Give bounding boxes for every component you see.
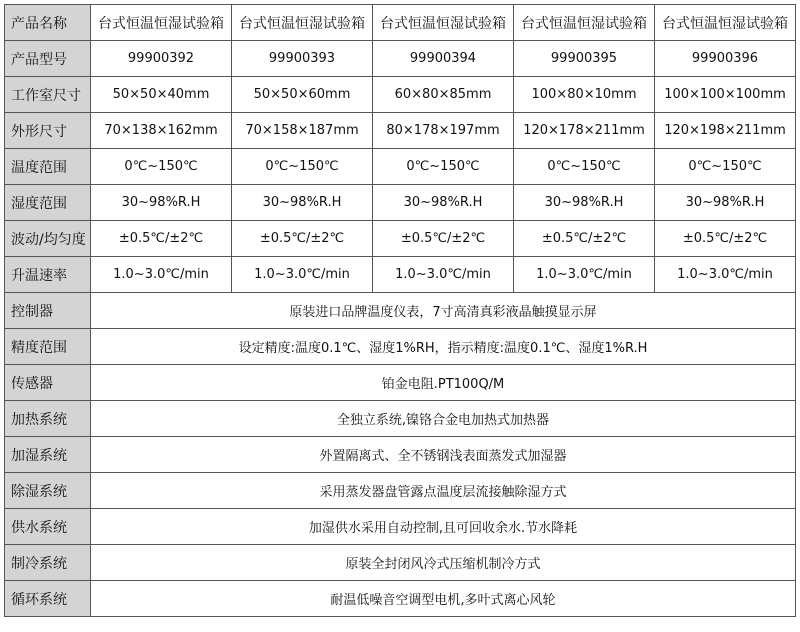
spec-cell: 0℃~150℃ xyxy=(655,149,796,185)
shared-spec-row xyxy=(5,365,796,401)
spec-cell: 50×50×40mm xyxy=(91,77,232,113)
spec-cell: 30~98%R.H xyxy=(91,185,232,221)
spec-cell: 99900395 xyxy=(514,41,655,77)
shared-spec-row xyxy=(5,401,796,437)
shared-spec-value: 设定精度:温度0.1℃、湿度1%RH，指示精度:温度0.1℃、湿度1%R.H xyxy=(91,329,796,365)
row-label: 加热系统 xyxy=(5,401,91,437)
shared-spec-row xyxy=(5,509,796,545)
row-label: 传感器 xyxy=(5,365,91,401)
spec-cell: 120×198×211mm xyxy=(655,113,796,149)
spec-cell: 100×100×100mm xyxy=(655,77,796,113)
spec-row xyxy=(5,113,796,149)
spec-cell: 1.0~3.0℃/min xyxy=(655,257,796,293)
spec-cell: ±0.5℃/±2℃ xyxy=(373,221,514,257)
row-label: 工作室尺寸 xyxy=(5,77,91,113)
spec-row xyxy=(5,185,796,221)
spec-cell: 100×80×10mm xyxy=(514,77,655,113)
spec-cell: ±0.5℃/±2℃ xyxy=(655,221,796,257)
spec-cell: 0℃~150℃ xyxy=(373,149,514,185)
spec-cell: 30~98%R.H xyxy=(373,185,514,221)
row-label: 循环系统 xyxy=(5,581,91,617)
spec-row xyxy=(5,41,796,77)
spec-cell: 120×178×211mm xyxy=(514,113,655,149)
row-label: 波动/均匀度 xyxy=(5,221,91,257)
spec-cell: 1.0~3.0℃/min xyxy=(514,257,655,293)
row-label: 制冷系统 xyxy=(5,545,91,581)
spec-row xyxy=(5,257,796,293)
spec-cell: 0℃~150℃ xyxy=(91,149,232,185)
shared-spec-row xyxy=(5,437,796,473)
product-name-cell: 台式恒温恒湿试验箱 xyxy=(514,5,655,41)
spec-row xyxy=(5,221,796,257)
row-label: 升温速率 xyxy=(5,257,91,293)
spec-cell: 99900393 xyxy=(232,41,373,77)
shared-spec-value: 耐温低噪音空调型电机,多叶式离心风轮 xyxy=(91,581,796,617)
spec-cell: 70×158×187mm xyxy=(232,113,373,149)
product-name-cell: 台式恒温恒湿试验箱 xyxy=(232,5,373,41)
row-label: 加湿系统 xyxy=(5,437,91,473)
row-label: 产品型号 xyxy=(5,41,91,77)
shared-spec-row xyxy=(5,473,796,509)
shared-spec-value: 外置隔离式、全不锈钢浅表面蒸发式加湿器 xyxy=(91,437,796,473)
row-label: 温度范围 xyxy=(5,149,91,185)
spec-cell: 30~98%R.H xyxy=(232,185,373,221)
shared-spec-value: 全独立系统,镍铬合金电加热式加热器 xyxy=(91,401,796,437)
spec-cell: 99900396 xyxy=(655,41,796,77)
shared-spec-value: 原装全封闭风冷式压缩机制冷方式 xyxy=(91,545,796,581)
product-name-cell: 台式恒温恒湿试验箱 xyxy=(91,5,232,41)
spec-cell: 1.0~3.0℃/min xyxy=(232,257,373,293)
shared-spec-row xyxy=(5,329,796,365)
spec-cell: 60×80×85mm xyxy=(373,77,514,113)
row-label: 产品名称 xyxy=(5,5,91,41)
spec-row xyxy=(5,77,796,113)
spec-table xyxy=(4,4,796,617)
spec-row xyxy=(5,149,796,185)
row-label: 除湿系统 xyxy=(5,473,91,509)
row-label: 供水系统 xyxy=(5,509,91,545)
spec-cell: 70×138×162mm xyxy=(91,113,232,149)
spec-cell: ±0.5℃/±2℃ xyxy=(232,221,373,257)
spec-cell: 1.0~3.0℃/min xyxy=(373,257,514,293)
shared-spec-value: 原装进口品牌温度仪表，7寸高清真彩液晶触摸显示屏 xyxy=(91,293,796,329)
shared-spec-value: 采用蒸发器盘管露点温度层流接触除湿方式 xyxy=(91,473,796,509)
spec-cell: 99900394 xyxy=(373,41,514,77)
product-name-row xyxy=(5,5,796,41)
row-label: 控制器 xyxy=(5,293,91,329)
spec-cell: 0℃~150℃ xyxy=(514,149,655,185)
spec-cell: ±0.5℃/±2℃ xyxy=(91,221,232,257)
row-label: 精度范围 xyxy=(5,329,91,365)
spec-cell: 30~98%R.H xyxy=(655,185,796,221)
shared-spec-row xyxy=(5,293,796,329)
shared-spec-row xyxy=(5,545,796,581)
shared-spec-value: 铂金电阻.PT100Q/M xyxy=(91,365,796,401)
product-name-cell: 台式恒温恒湿试验箱 xyxy=(373,5,514,41)
spec-cell: 50×50×60mm xyxy=(232,77,373,113)
shared-spec-value: 加湿供水采用自动控制,且可回收余水.节水降耗 xyxy=(91,509,796,545)
spec-cell: 0℃~150℃ xyxy=(232,149,373,185)
spec-cell: 80×178×197mm xyxy=(373,113,514,149)
row-label: 湿度范围 xyxy=(5,185,91,221)
spec-cell: 30~98%R.H xyxy=(514,185,655,221)
spec-cell: 1.0~3.0℃/min xyxy=(91,257,232,293)
spec-cell: 99900392 xyxy=(91,41,232,77)
product-name-cell: 台式恒温恒湿试验箱 xyxy=(655,5,796,41)
shared-spec-row xyxy=(5,581,796,617)
spec-cell: ±0.5℃/±2℃ xyxy=(514,221,655,257)
row-label: 外形尺寸 xyxy=(5,113,91,149)
